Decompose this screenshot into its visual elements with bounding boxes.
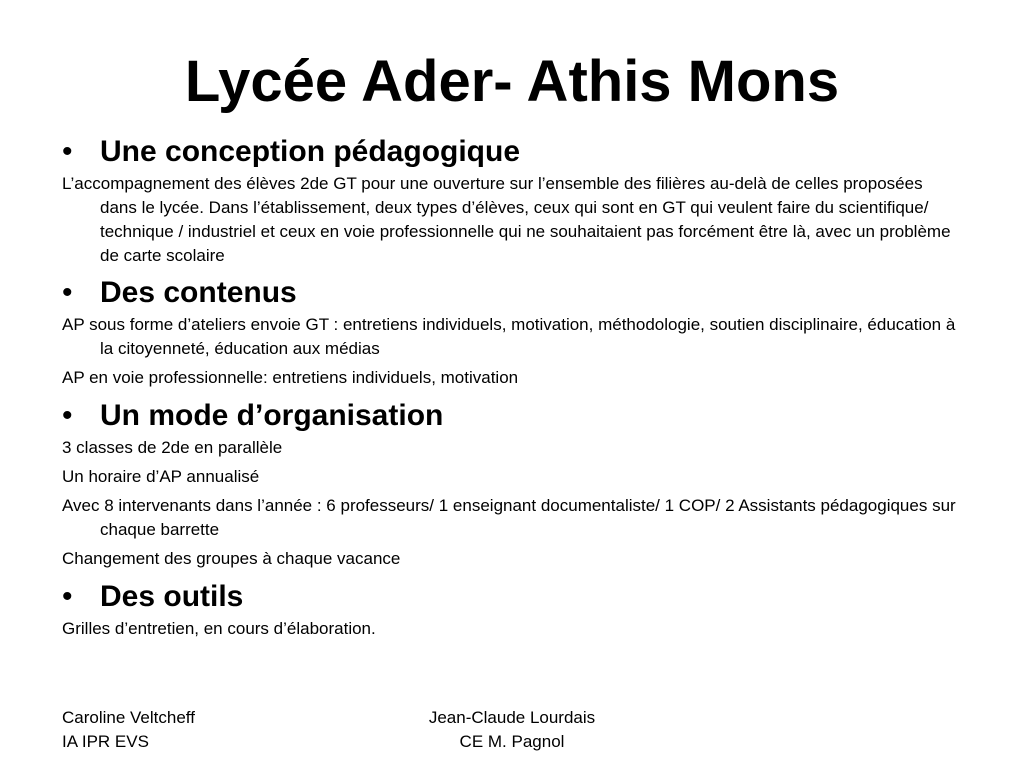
section-contenus (62, 273, 962, 390)
section-heading-text: Une conception pédagogique (100, 135, 521, 168)
section-heading (62, 396, 962, 436)
section-paragraph: Grilles d’entretien, en cours d’élaboration. (62, 619, 376, 638)
section-heading-text: Des outils (100, 580, 244, 613)
section-paragraph: L’accompagnement des élèves 2de GT pour une ouverture sur l’ensemble des filières au-delà de celles proposées dans le lycée. Dans l’établissement, deux types d’élèves, ceux qui sont en GT qui veulent faire du scientifique/ technique / industriel et ceux en voie professionnelle qui ne souhaitaient pas forcément être là, avec un problème de carte scolaire (62, 174, 951, 265)
bullet-icon: • (62, 276, 73, 309)
section-heading-text: Des contenus (100, 276, 297, 309)
bullet-icon: • (62, 580, 73, 613)
section-paragraph: Un horaire d’AP annualisé (62, 467, 260, 486)
section-conception (62, 132, 962, 268)
section-heading (62, 273, 962, 313)
section-heading (62, 132, 962, 172)
slide-content (62, 132, 962, 646)
footer-author-role: IA IPR EVS (62, 732, 149, 751)
section-paragraph: 3 classes de 2de en parallèle (62, 438, 283, 457)
footer-left (62, 706, 195, 754)
section-paragraph: Changement des groupes à chaque vacance (62, 549, 401, 568)
footer-right (400, 706, 624, 754)
footer-coauthor-role: CE M. Pagnol (459, 732, 565, 751)
footer-author-name: Caroline Veltcheff (62, 708, 195, 727)
section-outils (62, 577, 962, 641)
section-organisation (62, 396, 962, 571)
section-heading-text: Un mode d’organisation (100, 399, 444, 432)
section-paragraph: AP en voie professionnelle: entretiens individuels, motivation (62, 368, 519, 387)
footer-coauthor-name: Jean-Claude Lourdais (428, 708, 596, 727)
section-heading (62, 577, 962, 617)
section-paragraph: AP sous forme d’ateliers envoie GT : entretiens individuels, motivation, méthodologie, soutien disciplinaire, éducation à la citoyenneté, éducation aux médias (62, 315, 956, 358)
slide-title: Lycée Ader- Athis Mons (184, 49, 840, 114)
section-paragraph: Avec 8 intervenants dans l’année : 6 professeurs/ 1 enseignant documentaliste/ 1 COP/ 2 Assistants pédagogiques sur chaque barrette (62, 496, 956, 539)
bullet-icon: • (62, 399, 73, 432)
bullet-icon: • (62, 135, 73, 168)
